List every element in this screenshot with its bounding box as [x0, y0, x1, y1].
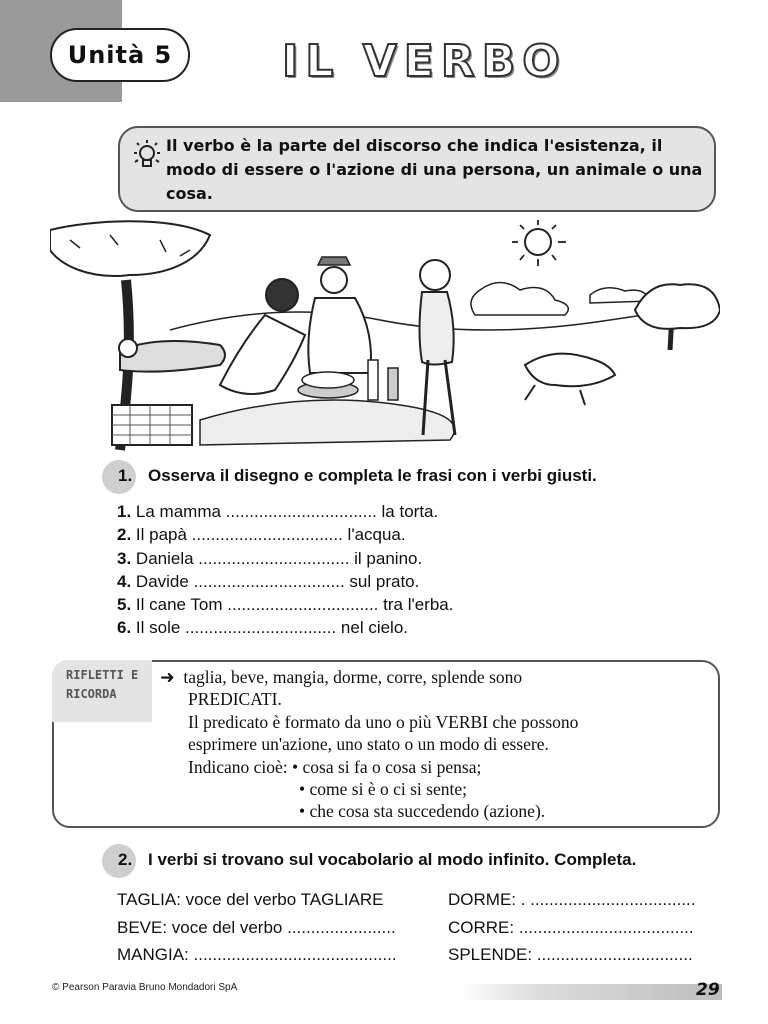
page-number-strip: [460, 984, 722, 1000]
unit-badge: [50, 28, 190, 82]
sentence-item[interactable]: 4. Davide ................................ sul prato.: [117, 571, 420, 591]
verb-item: TAGLIA: voce del verbo TAGLIARE: [117, 890, 384, 909]
verb-item[interactable]: BEVE: voce del verbo .......................: [117, 917, 396, 937]
sentence-item[interactable]: 2. Il papà ................................ l'acqua.: [117, 525, 406, 545]
exercise1-number: 1.: [118, 466, 133, 485]
sentence-item[interactable]: 3. Daniela ................................ il panino.: [117, 548, 423, 568]
rifletti-label: RIFLETTI E RICORDA: [66, 668, 139, 701]
sentence-item[interactable]: 6. Il sole ................................ nel cielo.: [117, 618, 409, 638]
verb-item[interactable]: CORRE: .....................................: [448, 917, 694, 937]
exercise1-instruction-text: Osserva il disegno e completa le frasi con i verbi giusti.: [148, 466, 597, 485]
page-number: 29: [696, 980, 720, 1000]
exercise2-number: 2.: [118, 850, 133, 869]
exercise1-instruction: [118, 465, 597, 487]
definition-text: Il verbo è la parte del discorso che indica l'esistenza, il modo di essere o l'azione di una persona, un animale o una cosa.: [166, 136, 703, 203]
verb-item[interactable]: MANGIA: ...........................................: [117, 945, 397, 964]
exercise2-instruction-text: I verbi si trovano sul vocabolario al modo infinito. Completa.: [148, 850, 637, 869]
verb-item[interactable]: SPLENDE: .................................: [448, 945, 693, 964]
exercise1-sentence-list: [117, 500, 453, 640]
rifletti-text: ➜ taglia, beve, mangia, dorme, corre, splende sono PREDICATI. Il predicato è formato da uno o più VERBI che possono esprimere un'azione, uno stato o un modo di essere. Indicano cioè: • cosa si fa o cosa si pensa; • come si è o ci si sente; • che cosa sta succedendo (azione).: [160, 667, 579, 822]
unit-label: Unità 5: [67, 41, 173, 69]
exercise2-instruction: [118, 849, 636, 871]
copyright: © Pearson Paravia Bruno Mondadori SpA: [52, 982, 238, 993]
picnic-scene-illustration: [50, 220, 720, 452]
sentence-item[interactable]: 5. Il cane Tom ................................ tra l'erba.: [117, 595, 454, 615]
lightbulb-icon: [130, 138, 164, 172]
page-title: IL VERBO: [282, 36, 567, 87]
definition-box: [118, 126, 716, 212]
arrow-icon: ➜: [160, 667, 175, 687]
verb-item[interactable]: DORME: . ...................................: [448, 890, 696, 909]
sentence-item[interactable]: 1. La mamma ................................ la torta.: [117, 502, 439, 521]
